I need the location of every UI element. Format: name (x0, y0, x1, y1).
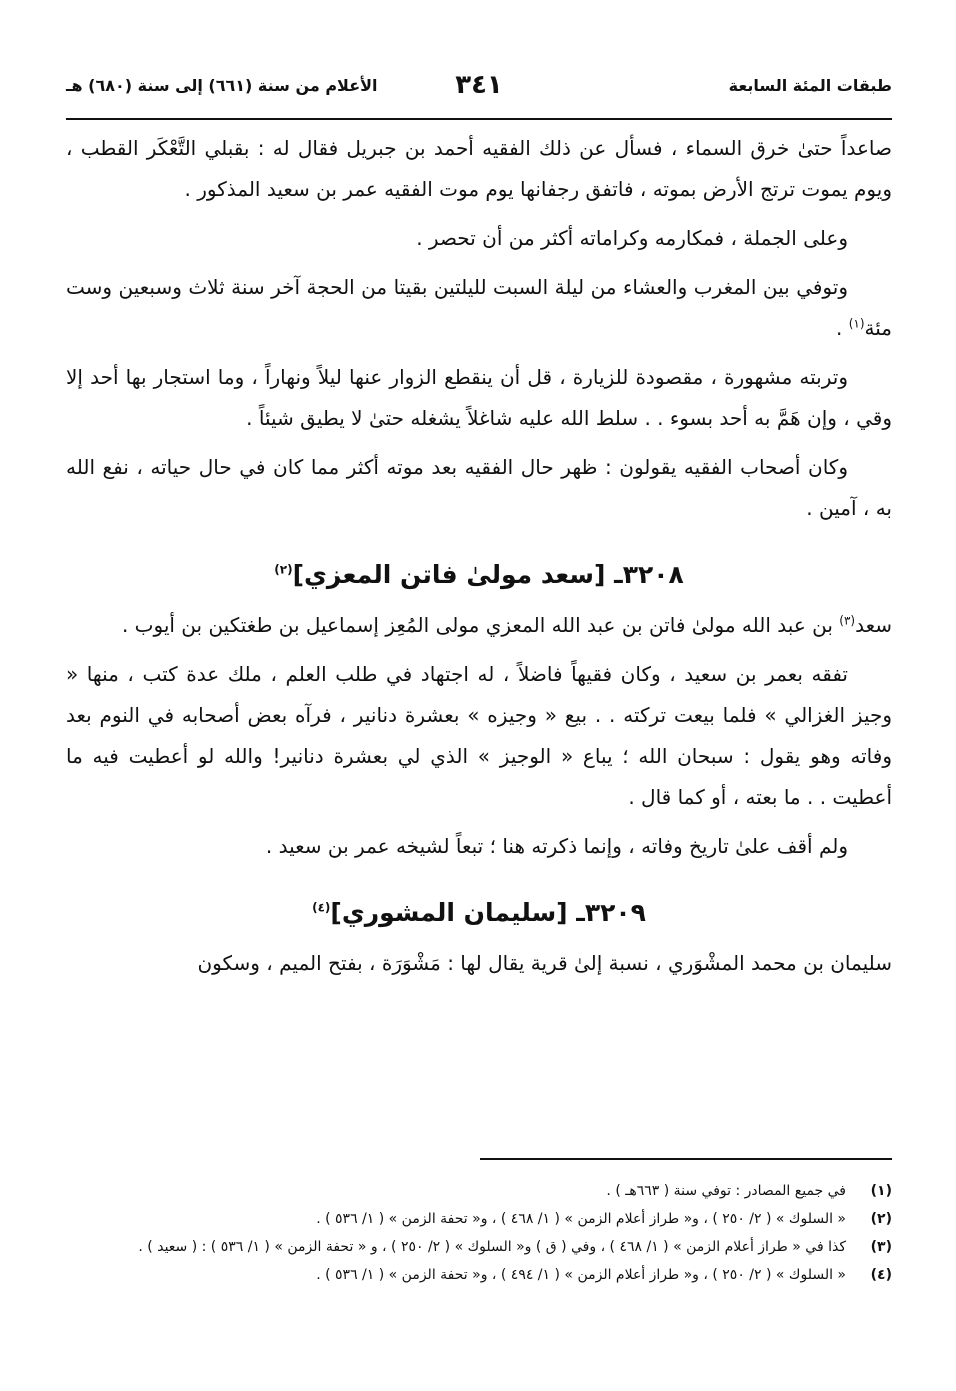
footnotes (66, 1178, 892, 1290)
footnote-item (66, 1178, 892, 1204)
footnote-marker[interactable]: (٤) (312, 900, 331, 915)
footnote-marker[interactable]: (١) (848, 316, 865, 331)
paragraph: صاعداً حتىٰ خرق السماء ، فسأل عن ذلك الفقيه أحمد بن جبريل فقال له : بقبلي التَّعْكَر القطب ، ويوم يموت ترتج الأرض بموته ، فاتفق رجفانها يوم موت الفقيه عمر بن سعيد المذكور . (66, 136, 892, 201)
entry-title-3208: ٣٢٠٨ـ [سعد مولىٰ فاتن المعزي]$^{(٢)}$ (274, 560, 684, 589)
page-number: ٣٤١ (455, 70, 503, 100)
footnote-rule (480, 1158, 892, 1160)
footnote-number: (١) (870, 1183, 892, 1199)
paragraph: وتربته مشهورة ، مقصودة للزيارة ، قل أن ينقطع الزوار عنها ليلاً ونهاراً ، وما استجار بها أحد إلا وقي ، وإن هَمَّ به أحد بسوء . . سلط الله عليه شاغلاً يشغله حتىٰ لا يطيق شيئاً . (66, 365, 892, 430)
paragraph: وكان أصحاب الفقيه يقولون : ظهر حال الفقيه بعد موته أكثر مما كان في حال حياته ، نفع الله به ، آمين . (66, 455, 892, 520)
section-title: طبقات المئة السابعة (728, 76, 892, 95)
footnote-item (66, 1206, 892, 1232)
footnote-marker[interactable]: (٣) (839, 613, 856, 628)
entry-title-3209: ٣٢٠٩ـ [سليمان المشوري]$^{(٤)}$ (312, 898, 646, 927)
footnote-item (66, 1262, 892, 1288)
footnote-number: (٢) (870, 1211, 892, 1227)
paragraph: ولم أقف علىٰ تاريخ وفاته ، وإنما ذكرته هنا ؛ تبعاً لشيخه عمر بن سعيد . (265, 834, 848, 858)
footnote-text: في جميع المصادر : توفي سنة ( ٦٦٣هـ ) . (606, 1183, 846, 1199)
footnote-text: كذا في « طراز أعلام الزمن » ( ١/ ٤٦٨ ) ، وفي ( ق ) و« السلوك » ( ٢/ ٢٥٠ ) ، و « تحفة الزمن » ( ١/ ٥٣٦ ) : ( سعيد ) . (138, 1239, 846, 1255)
paragraph: سعد$^{(٣)}$ بن عبد الله مولىٰ فاتن بن عبد الله المعزي مولى المُعِز إسماعيل بن طغتكين بن أيوب . (121, 613, 892, 637)
footnote-text: « السلوك » ( ٢/ ٢٥٠ ) ، و« طراز أعلام الزمن » ( ١/ ٤٩٤ ) ، و« تحفة الزمن » ( ١/ ٥٣٦ ) . (316, 1267, 846, 1283)
period-title: الأعلام من سنة (٦٦١) إلى سنة (٦٨٠) هـ (66, 76, 378, 95)
footnote-number: (٣) (870, 1239, 892, 1255)
footnote-text: « السلوك » ( ٢/ ٢٥٠ ) ، و« طراز أعلام الزمن » ( ١/ ٤٦٨ ) ، و« تحفة الزمن » ( ١/ ٥٣٦ ) . (316, 1211, 846, 1227)
paragraph: تفقه بعمر بن سعيد ، وكان فقيهاً فاضلاً ، له اجتهاد في طلب العلم ، ملك عدة كتب ، منها « وجيز الغزالي » فلما بيعت تركته . . بيع « وجيزه » بعشرة دنانير ، فرآه بعض أصحابه في النوم بعد وفاته وهو يقول : سبحان الله ؛ يباع « الوجيز » الذي لي بعشرة دنانير! والله لو أعطيت فيه ما أعطيت . . ما بعته ، أو كما قال . (66, 662, 892, 809)
footnote-number: (٤) (870, 1267, 892, 1283)
main-text (66, 128, 892, 992)
running-head (66, 70, 892, 110)
paragraph: سليمان بن محمد المشْوَري ، نسبة إلىٰ قرية يقال لها : مَشْوَرَة ، بفتح الميم ، وسكون (197, 951, 892, 975)
footnote-item (66, 1234, 892, 1260)
header-rule (66, 118, 892, 120)
paragraph: وتوفي بين المغرب والعشاء من ليلة السبت لليلتين بقيتا من الحجة آخر سنة ثلاث وسبعين وست مئة$^{(١)}$ . (66, 275, 892, 340)
footnote-marker[interactable]: (٢) (274, 562, 293, 577)
paragraph: وعلى الجملة ، فمكارمه وكراماته أكثر من أن تحصر . (416, 226, 848, 250)
